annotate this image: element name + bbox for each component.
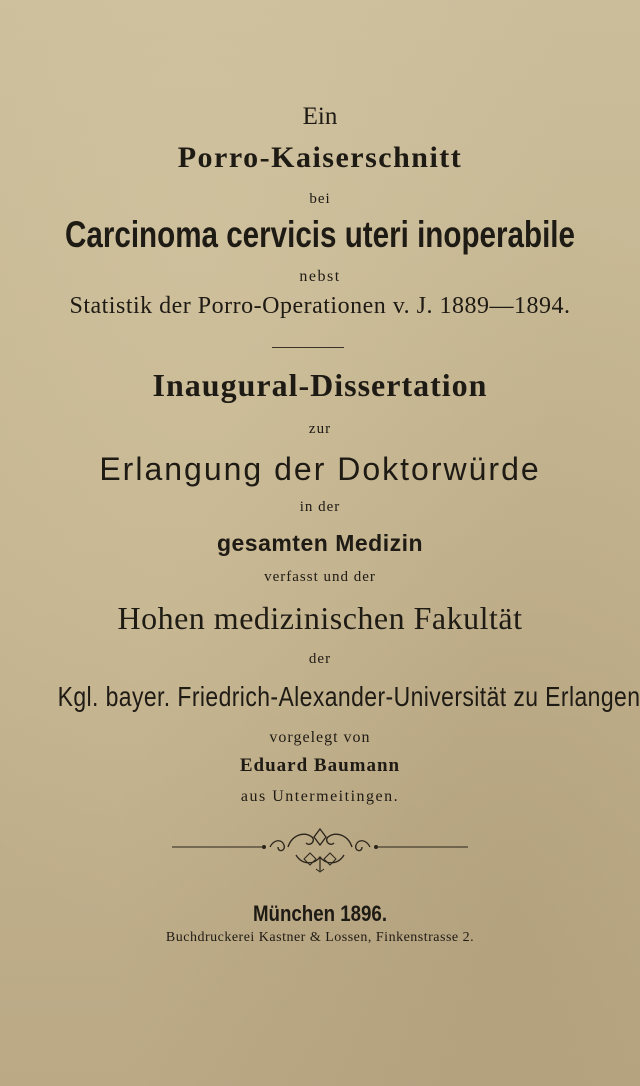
connector-der: der [308,651,332,667]
connector-bei: bei [309,191,331,207]
printer-line: Buchdruckerei Kastner & Lossen, Finkenstrasse 2. [165,930,475,945]
author-name: Eduard Baumann [239,755,401,776]
faculty-line: Hohen medizinischen Fakultät [117,600,523,636]
decorative-vignette-icon [170,825,470,873]
place-and-year: München 1896. [252,901,388,926]
connector-verfasst: verfasst und der [264,569,376,585]
intro-word: Ein [302,103,338,130]
author-origin: aus Untermeitingen. [240,788,400,805]
dissertation-heading: Inaugural-Dissertation [152,367,488,403]
medizin-line: gesamten Medizin [216,530,424,556]
connector-nebst: nebst [299,268,341,285]
university-line: Kgl. bayer. Friedrich-Alexander-Universität zu Erlangen [57,681,640,712]
connector-zur: zur [308,421,332,437]
degree-line: Erlangung der Doktorwürde [99,451,541,487]
main-title: Porro-Kaiserschnitt [177,141,463,174]
divider-rule [272,347,344,348]
statistik-line: Statistik der Porro-Operationen v. J. 1889—1894. [69,293,571,319]
connector-vorgelegt: vorgelegt von [269,729,371,746]
connector-in-der: in der [299,499,341,515]
diagnosis-title: Carcinoma cervicis uteri inoperabile [65,214,575,255]
